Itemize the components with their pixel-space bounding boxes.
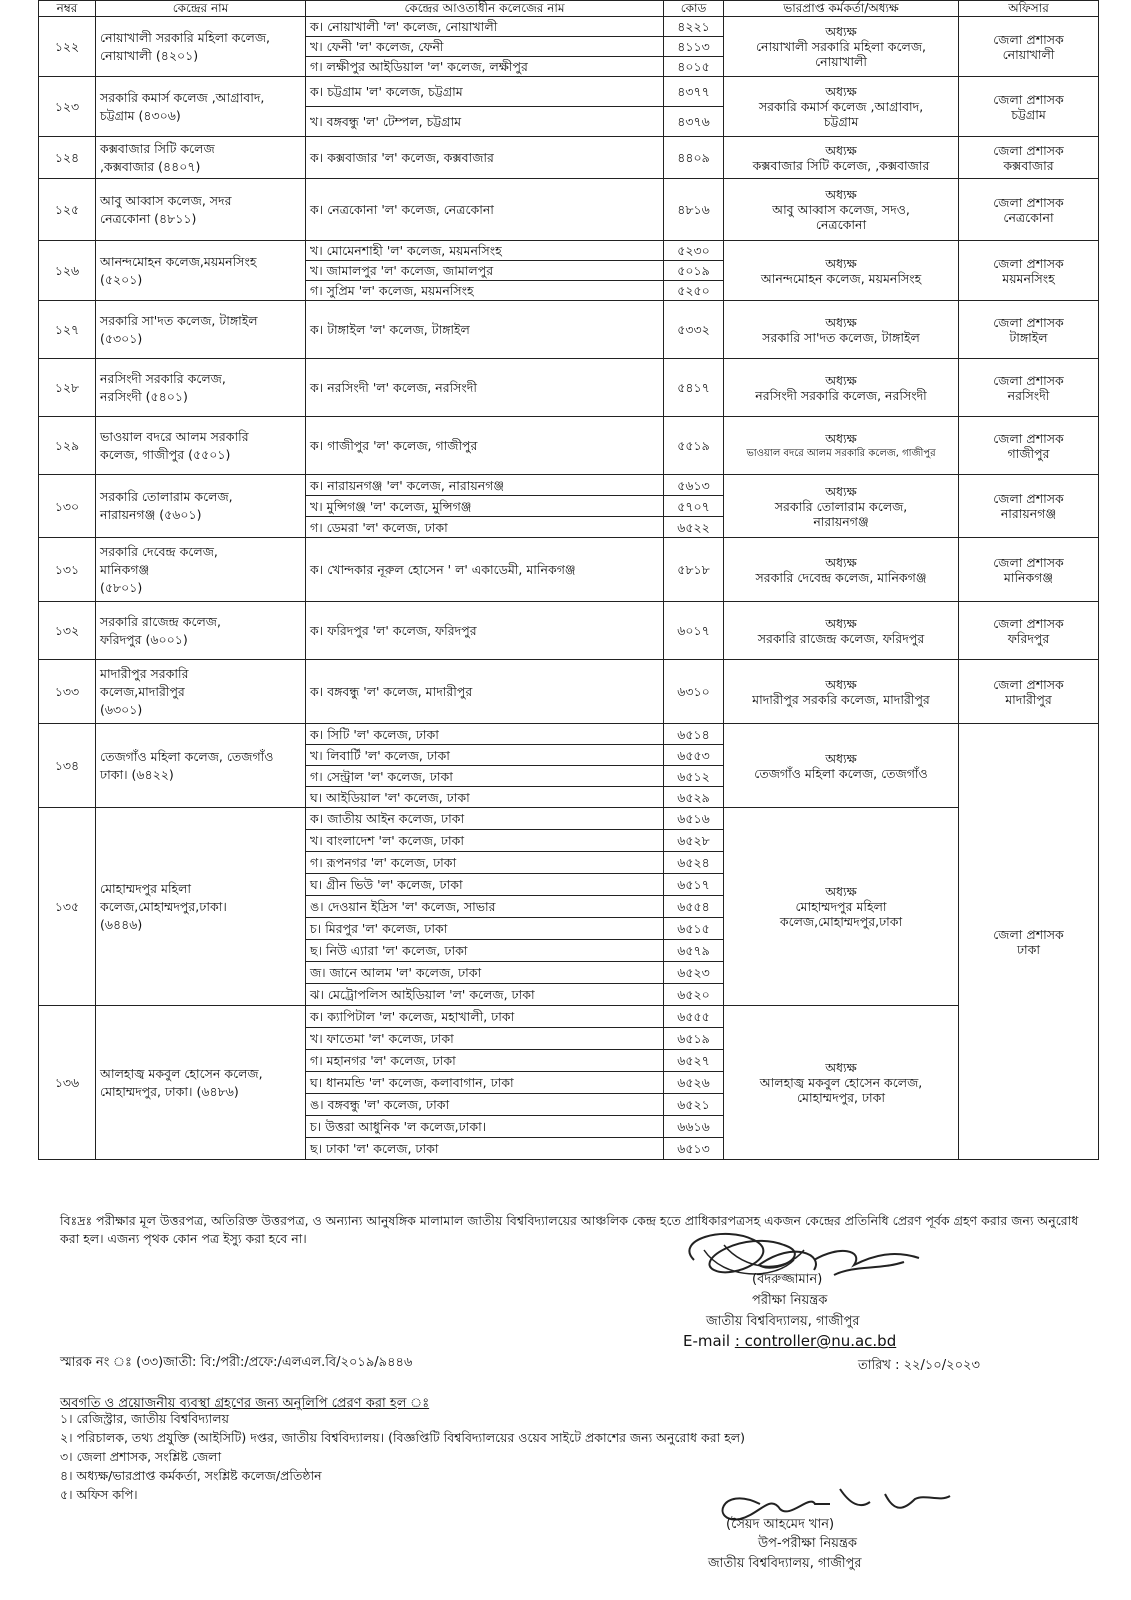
college-name: ঘ। আইডিয়াল 'ল' কলেজ, ঢাকা	[306, 787, 664, 808]
officer-line: চট্টগ্রাম	[823, 114, 859, 129]
college-name: ক। বঙ্গবন্ধু 'ল' কলেজ, মাদারীপুর	[306, 660, 664, 724]
exam-center-name	[96, 241, 306, 301]
officer-line: অধ্যক্ষ	[825, 142, 857, 158]
exam-center-line: নোয়াখালী (৪২০১)	[100, 47, 199, 63]
officer-line: নরসিংদী সরকারি কলেজ, নরসিংদী	[755, 387, 927, 403]
officer-line: অধ্যক্ষ	[825, 84, 857, 99]
college-code: ৬৫২২	[664, 517, 724, 538]
table-row	[39, 77, 1099, 107]
officer-line: অধ্যক্ষ	[825, 372, 857, 388]
college-code: ৬৫১৩	[664, 1138, 724, 1160]
exam-center-line: নরসিংদী (৫৪০১)	[100, 388, 188, 404]
cc-item: ৪। অধ্যক্ষ/ভারপ্রাপ্ত কর্মকর্তা, সংশ্লিষ্ট কলেজ/প্রতিষ্ঠান	[60, 1468, 322, 1483]
exam-center-name	[96, 17, 306, 77]
table-row	[39, 602, 1099, 660]
exam-center-line: সরকারি দেবেন্দ্র কলেজ,	[100, 543, 218, 559]
exam-center-line: নরসিংদী সরকারি কলেজ,	[100, 370, 226, 386]
college-name: গ। ডেমরা 'ল' কলেজ, ঢাকা	[306, 517, 664, 538]
exam-center-name	[96, 417, 306, 475]
officer-line: মোহাম্মদপুর মহিলা	[795, 899, 887, 914]
notice-text: বিঃদ্রঃ পরীক্ষার মূল উত্তরপত্র, অতিরিক্ত উত্তরপত্র, ও অন্যান্য আনুষঙ্গিক মালামাল জাতীয় বিশ্ববিদ্যালয়ের আঞ্চলিক কেন্দ্র হতে প্রাধিকারপত্রসহ একজন কেন্দ্রের প্রতিনিধি প্রেরণ পূর্বক গ্রহণ করার জন্য অনুরোধ করা হল। এজন্য পৃথক কোন পত্র ইস্যু করা হবে না।	[60, 1213, 1079, 1246]
college-name: ঘ। ধানমন্ডি 'ল' কলেজ, কলাবাগান, ঢাকা	[306, 1072, 664, 1094]
exam-center-line: আনন্দমোহন কলেজ,ময়মনসিংহ	[100, 253, 257, 269]
college-name: খ। মোমেনশাহী 'ল' কলেজ, ময়মনসিংহ	[306, 241, 664, 261]
college-name: গ। সেন্ট্রাল 'ল' কলেজ, ঢাকা	[306, 766, 664, 787]
serial-number: ১৩২	[39, 602, 96, 660]
dc-officer	[959, 77, 1099, 137]
dc-line: নেত্রকোনা	[1003, 209, 1054, 225]
dc-line: মানিকগঞ্জ	[1003, 569, 1054, 585]
college-code: ৬৬১৬	[664, 1116, 724, 1138]
college-code: ৬৫৫৪	[664, 896, 724, 918]
exam-center-line: ,কক্সবাজার (৪৪০৭)	[100, 158, 201, 174]
officer-line: সরকারি রাজেন্দ্র কলেজ, ফরিদপুর	[757, 630, 925, 646]
signatory-deputy-title: উপ-পরীক্ষা নিয়ন্ত্রক	[758, 1536, 858, 1551]
exam-center-line: চট্টগ্রাম (৪৩০৬)	[100, 107, 181, 123]
college-name: ক। টাঙ্গাইল 'ল' কলেজ, টাঙ্গাইল	[306, 301, 664, 359]
college-name: খ। লিবার্টি 'ল' কলেজ, ঢাকা	[306, 745, 664, 766]
dc-officer	[959, 602, 1099, 660]
officer-line: অধ্যক্ষ	[825, 615, 857, 631]
exam-center-line: সরকারি রাজেন্দ্র কলেজ,	[100, 613, 221, 629]
exam-center-line: আবু আব্বাস কলেজ, সদর	[100, 192, 232, 208]
signatory-controller-email	[683, 1332, 896, 1350]
exam-center-line: সরকারি কমার্স কলেজ ,আগ্রাবাদ,	[100, 89, 265, 105]
officer-in-charge	[724, 77, 959, 137]
exam-center-line: কলেজ,মাদারীপুর	[100, 683, 185, 699]
cc-heading: অবগতি ও প্রয়োজনীয় ব্যবস্থা গ্রহণের জন্য অনুলিপি প্রেরণ করা হল ঃ	[60, 1396, 430, 1411]
college-code: ৫৪১৭	[664, 359, 724, 417]
college-code: ৬৫২৯	[664, 787, 724, 808]
dc-officer	[959, 660, 1099, 724]
officer-line: অধ্যক্ষ	[825, 430, 857, 446]
dc-line: জেলা প্রশাসক	[993, 372, 1064, 388]
college-name: ক। নরসিংদী 'ল' কলেজ, নরসিংদী	[306, 359, 664, 417]
exam-center-line: নোয়াখালী সরকারি মহিলা কলেজ,	[100, 29, 271, 45]
table-row	[39, 724, 1099, 745]
dc-line: ঢাকা	[1016, 941, 1041, 957]
table-row	[39, 301, 1099, 359]
serial-number: ১২৭	[39, 301, 96, 359]
exam-center-name	[96, 359, 306, 417]
email-label: E-mail	[683, 1332, 731, 1350]
college-name: ক। সিটি 'ল' কলেজ, ঢাকা	[306, 724, 664, 745]
cc-item: ১। রেজিস্ট্রার, জাতীয় বিশ্ববিদ্যালয়	[60, 1411, 229, 1426]
table-row	[39, 475, 1099, 496]
dc-line: জেলা প্রশাসক	[993, 430, 1064, 446]
college-code: ৬৫২১	[664, 1094, 724, 1116]
dc-line: জেলা প্রশাসক	[993, 31, 1064, 47]
table-row	[39, 417, 1099, 475]
dc-officer	[959, 417, 1099, 475]
college-name: ক। খোন্দকার নূরুল হোসেন ' ল' একাডেমী, মানিকগঞ্জ	[306, 538, 664, 602]
exam-center-line: ঢাকা। (৬৪২২)	[100, 766, 174, 782]
signatory-controller	[752, 1270, 827, 1312]
table-row	[39, 808, 1099, 830]
college-code: ৬৫২৬	[664, 1072, 724, 1094]
exam-center-sheet	[38, 0, 1098, 1160]
officer-in-charge	[724, 724, 959, 808]
header-dc: অফিসার	[959, 1, 1099, 17]
exam-center-name	[96, 137, 306, 179]
table-row	[39, 1006, 1099, 1028]
college-code: ৫৩৩২	[664, 301, 724, 359]
college-code: ৪০১৫	[664, 57, 724, 77]
officer-line: অধ্যক্ষ	[825, 884, 857, 899]
officer-line: অধ্যক্ষ	[825, 24, 857, 39]
header-officer: ভারপ্রাপ্ত কর্মকর্তা/অধ্যক্ষ	[724, 1, 959, 17]
college-name: ঙ। বঙ্গবন্ধু 'ল' কলেজ, ঢাকা	[306, 1094, 664, 1116]
college-name: ঘ। গ্রীন ভিউ 'ল' কলেজ, ঢাকা	[306, 874, 664, 896]
college-code: ৪৮১৬	[664, 179, 724, 241]
officer-line: সরকারি সা'দত কলেজ, টাঙ্গাইল	[762, 329, 920, 345]
college-code: ৬৫১৯	[664, 1028, 724, 1050]
college-name: ঙ। দেওয়ান ইদ্রিস 'ল' কলেজ, সাভার	[306, 896, 664, 918]
dc-line: জেলা প্রশাসক	[993, 255, 1064, 271]
college-name: খ। ফেনী 'ল' কলেজ, ফেনী	[306, 37, 664, 57]
table-row	[39, 359, 1099, 417]
exam-center-line: (৫৮০১)	[100, 579, 143, 595]
officer-in-charge	[724, 137, 959, 179]
table-row	[39, 137, 1099, 179]
exam-center-line: মানিকগঞ্জ	[100, 561, 150, 577]
exam-center-line: মোহাম্মদপুর মহিলা	[100, 880, 192, 896]
dc-line: জেলা প্রশাসক	[993, 926, 1064, 942]
officer-line: ভাওয়াল বদরে আলম সরকারি কলেজ, গাজীপুর	[746, 447, 936, 459]
serial-number: ১৩৬	[39, 1006, 96, 1160]
dc-line: জেলা প্রশাসক	[993, 91, 1064, 107]
college-code: ৬৫৫৩	[664, 745, 724, 766]
officer-in-charge	[724, 359, 959, 417]
officer-line: নোয়াখালী	[815, 54, 867, 69]
officer-in-charge	[724, 660, 959, 724]
exam-center-line: কক্সবাজার সিটি কলেজ	[100, 140, 215, 156]
exam-center-name	[96, 1006, 306, 1160]
cc-list	[60, 1409, 745, 1504]
college-code: ৬৫১২	[664, 766, 724, 787]
exam-center-line: (৬৪৪৬)	[100, 916, 143, 932]
serial-number: ১৩১	[39, 538, 96, 602]
officer-line: আবু আব্বাস কলেজ, সদও,	[772, 202, 910, 217]
college-name: জ। জানে আলম 'ল' কলেজ, ঢাকা	[306, 962, 664, 984]
college-code: ৪৩৭৬	[664, 107, 724, 137]
officer-line: কক্সবাজার সিটি কলেজ, ,কক্সবাজার	[752, 157, 930, 173]
college-name: ক। ফরিদপুর 'ল' কলেজ, ফরিদপুর	[306, 602, 664, 660]
officer-line: নারায়নগঞ্জ	[813, 513, 869, 529]
dc-line: জেলা প্রশাসক	[993, 615, 1064, 631]
table-row	[39, 17, 1099, 37]
cc-item: ৫। অফিস কপি।	[60, 1487, 138, 1502]
college-name: খ। মুন্সিগঞ্জ 'ল' কলেজ, মুন্সিগঞ্জ	[306, 496, 664, 517]
dc-line: ফরিদপুর	[1007, 630, 1050, 646]
serial-number: ১২২	[39, 17, 96, 77]
serial-number: ১২৮	[39, 359, 96, 417]
college-code: ৬৫২৪	[664, 852, 724, 874]
dc-officer-dhaka	[959, 724, 1099, 1160]
officer-line: নোয়াখালী সরকারি মহিলা কলেজ,	[755, 39, 926, 54]
college-code: ৪১১৩	[664, 37, 724, 57]
exam-center-line: কলেজ,মোহাম্মদপুর,ঢাকা।	[100, 898, 227, 914]
signatory-deputy-org: জাতীয় বিশ্ববিদ্যালয়, গাজীপুর	[708, 1556, 862, 1571]
dc-officer	[959, 179, 1099, 241]
officer-line: অধ্যক্ষ	[825, 187, 857, 202]
officer-line: অধ্যক্ষ	[825, 554, 857, 570]
exam-center-line: মোহাম্মদপুর, ঢাকা। (৬৪৮৬)	[100, 1083, 239, 1099]
college-code: ৬৫২৮	[664, 830, 724, 852]
dc-line: নারায়নগঞ্জ	[1000, 506, 1057, 521]
dc-line: ময়মনসিংহ	[1002, 270, 1055, 286]
college-code: ৬৫২৭	[664, 1050, 724, 1072]
college-name: ক। নেত্রকোনা 'ল' কলেজ, নেত্রকোনা	[306, 179, 664, 241]
dc-line: মাদারীপুর	[1005, 691, 1052, 707]
college-name: খ। বঙ্গবন্ধু 'ল' টেম্পল, চট্টগ্রাম	[306, 107, 664, 137]
college-code: ৫২৫০	[664, 281, 724, 301]
dc-officer	[959, 241, 1099, 301]
exam-center-line: নারায়নগঞ্জ (৫৬০১)	[100, 507, 202, 522]
dc-line: নরসিংদী	[1007, 387, 1050, 403]
signatory-controller-name: (বদরুজ্জামান)	[752, 1272, 823, 1287]
college-name: খ। ফাতেমা 'ল' কলেজ, ঢাকা	[306, 1028, 664, 1050]
college-name: চ। উত্তরা আধুনিক 'ল কলেজ,ঢাকা।	[306, 1116, 664, 1138]
officer-line: অধ্যক্ষ	[825, 314, 857, 330]
dc-officer	[959, 475, 1099, 538]
college-code: ৪৩৭৭	[664, 77, 724, 107]
memo-date: তারিখ : ২২/১০/২০২৩	[858, 1358, 980, 1373]
officer-in-charge	[724, 602, 959, 660]
officer-line: কলেজ,মোহাম্মদপুর,ঢাকা	[779, 914, 903, 929]
officer-line: নেত্রকোনা	[815, 217, 867, 232]
officer-line: সরকারি কমার্স কলেজ ,আগ্রাবাদ,	[758, 99, 924, 114]
header-college-name: কেন্দ্রের আওতাধীন কলেজের নাম	[306, 1, 664, 17]
officer-in-charge	[724, 475, 959, 538]
exam-center-line: (৫২০১)	[100, 271, 143, 287]
table-row	[39, 538, 1099, 602]
exam-center-name	[96, 179, 306, 241]
college-name: ক। চট্টগ্রাম 'ল' কলেজ, চট্টগ্রাম	[306, 77, 664, 107]
serial-number: ১২৩	[39, 77, 96, 137]
college-name: গ। রূপনগর 'ল' কলেজ, ঢাকা	[306, 852, 664, 874]
college-code: ৬৫৭৯	[664, 940, 724, 962]
officer-in-charge	[724, 301, 959, 359]
cc-item: ৩। জেলা প্রশাসক, সংশ্লিষ্ট জেলা	[60, 1449, 222, 1464]
college-code: ৫০১৯	[664, 261, 724, 281]
college-code: ৬০১৭	[664, 602, 724, 660]
dc-officer	[959, 538, 1099, 602]
officer-line: সরকারি দেবেন্দ্র কলেজ, মানিকগঞ্জ	[755, 569, 927, 585]
college-code: ৬৩১০	[664, 660, 724, 724]
officer-line: অধ্যক্ষ	[825, 483, 857, 499]
table-row	[39, 660, 1099, 724]
exam-center-line: নেত্রকোনা (৪৮১১)	[100, 210, 197, 226]
exam-center-name	[96, 77, 306, 137]
college-code: ৫৭০৭	[664, 496, 724, 517]
officer-in-charge	[724, 808, 959, 1006]
officer-line: তেজগাঁও মহিলা কলেজ, তেজগাঁও	[754, 765, 928, 781]
exam-center-name	[96, 602, 306, 660]
exam-center-name	[96, 538, 306, 602]
dc-line: চট্টগ্রাম	[1011, 106, 1046, 122]
college-name: গ। লক্ষীপুর আইডিয়াল 'ল' কলেজ, লক্ষীপুর	[306, 57, 664, 77]
college-code: ৬৫১৫	[664, 918, 724, 940]
college-code: ৬৫২০	[664, 984, 724, 1006]
exam-center-name	[96, 808, 306, 1006]
table-body	[39, 17, 1099, 1160]
table-row	[39, 179, 1099, 241]
college-name: চ। মিরপুর 'ল' কলেজ, ঢাকা	[306, 918, 664, 940]
dc-line: গাজীপুর	[1007, 445, 1050, 461]
header-center-name: কেন্দ্রের নাম	[96, 1, 306, 17]
officer-in-charge	[724, 241, 959, 301]
officer-in-charge	[724, 1006, 959, 1160]
exam-center-line: ফরিদপুর (৬০০১)	[100, 631, 188, 647]
college-name: ক। জাতীয় আইন কলেজ, ঢাকা	[306, 808, 664, 830]
exam-center-line: তেজগাঁও মহিলা কলেজ, তেজগাঁও	[100, 748, 274, 764]
dc-officer	[959, 359, 1099, 417]
exam-center-line: (৫৩০১)	[100, 330, 143, 346]
signatory-controller-org: জাতীয় বিশ্ববিদ্যালয়, গাজীপুর	[706, 1314, 860, 1329]
dc-officer	[959, 137, 1099, 179]
dc-line: টাঙ্গাইল	[1009, 329, 1048, 345]
dc-line: জেলা প্রশাসক	[993, 314, 1064, 330]
serial-number: ১৩৪	[39, 724, 96, 808]
exam-center-line: ভাওয়াল বদরে আলম সরকারি	[100, 428, 249, 444]
exam-center-name	[96, 724, 306, 808]
college-code: ৬৫১৭	[664, 874, 724, 896]
dc-line: জেলা প্রশাসক	[993, 142, 1064, 158]
exam-center-table	[38, 0, 1099, 1160]
serial-number: ১৩৫	[39, 808, 96, 1006]
memo-number: স্মারক নং ঃ (৩৩)জাতী: বি:/পরী:/প্রফে:/এলএল.বি/২০১৯/৯৪৪৬	[60, 1355, 413, 1370]
exam-center-line: (৬৩০১)	[100, 701, 143, 717]
dc-officer	[959, 301, 1099, 359]
exam-center-line: আলহাজ্ব মকবুল হোসেন কলেজ,	[100, 1065, 263, 1081]
dc-line: নোয়াখালী	[1002, 46, 1055, 62]
college-code: ৬৫১৪	[664, 724, 724, 745]
college-code: ৫৬১৩	[664, 475, 724, 496]
college-code: ৫৮১৮	[664, 538, 724, 602]
exam-center-line: মাদারীপুর সরকারি	[100, 665, 189, 681]
serial-number: ১৩০	[39, 475, 96, 538]
college-code: ৬৫১৬	[664, 808, 724, 830]
college-name: গ। সুপ্রিম 'ল' কলেজ, ময়মনসিংহ	[306, 281, 664, 301]
dc-officer	[959, 17, 1099, 77]
serial-number: ১২৯	[39, 417, 96, 475]
officer-line: মোহাম্মদপুর, ঢাকা	[796, 1090, 886, 1105]
college-name: ছ। ঢাকা 'ল' কলেজ, ঢাকা	[306, 1138, 664, 1160]
signatory-controller-title: পরীক্ষা নিয়ন্ত্রক	[752, 1293, 828, 1308]
dc-line: জেলা প্রশাসক	[993, 554, 1064, 570]
college-name: খ। জামালপুর 'ল' কলেজ, জামালপুর	[306, 261, 664, 281]
college-name: ক। নারায়নগঞ্জ 'ল' কলেজ, নারায়নগঞ্জ	[306, 475, 664, 496]
signatory-deputy-name: (সৈয়দ আহমেদ খান)	[726, 1517, 835, 1532]
college-name: খ। বাংলাদেশ 'ল' কলেজ, ঢাকা	[306, 830, 664, 852]
college-name: ঝ। মেট্রোপলিস আইডিয়াল 'ল' কলেজ, ঢাকা	[306, 984, 664, 1006]
cc-item: ২। পরিচালক, তথ্য প্রযুক্তি (আইসিটি) দপ্তর, জাতীয় বিশ্ববিদ্যালয়। (বিজ্ঞপ্তিটি বিশ্ববিদ্যালয়ের ওয়েব সাইটে প্রকাশের জন্য অনুরোধ করা হল)	[60, 1430, 745, 1445]
college-name: ক। কক্সবাজার 'ল' কলেজ, কক্সবাজার	[306, 137, 664, 179]
college-code: ৪২২১	[664, 17, 724, 37]
table-row	[39, 241, 1099, 261]
college-name: ক। নোয়াখালী 'ল' কলেজ, নোয়াখালী	[306, 17, 664, 37]
college-code: ৪৪০৯	[664, 137, 724, 179]
college-code: ৬৫২৩	[664, 962, 724, 984]
dc-line: জেলা প্রশাসক	[993, 676, 1064, 692]
college-name: গ। মহানগর 'ল' কলেজ, ঢাকা	[306, 1050, 664, 1072]
officer-line: আলহাজ্ব মকবুল হোসেন কলেজ,	[759, 1075, 923, 1090]
serial-number: ১২৬	[39, 241, 96, 301]
officer-line: অধ্যক্ষ	[825, 676, 857, 692]
officer-in-charge	[724, 17, 959, 77]
college-name: ক। ক্যাপিটাল 'ল' কলেজ, মহাখালী, ঢাকা	[306, 1006, 664, 1028]
officer-line: অধ্যক্ষ	[825, 255, 857, 271]
exam-center-name	[96, 475, 306, 538]
college-name: ছ। নিউ এ্যারা 'ল' কলেজ, ঢাকা	[306, 940, 664, 962]
officer-line: সরকারি তোলারাম কলেজ,	[774, 498, 908, 514]
header-number: নম্বর	[39, 1, 96, 17]
exam-center-name	[96, 301, 306, 359]
exam-center-line: কলেজ, গাজীপুর (৫৫০১)	[100, 446, 231, 462]
officer-line: আনন্দমোহন কলেজ, ময়মনসিংহ	[760, 270, 922, 286]
exam-center-line: সরকারি তোলারাম কলেজ,	[100, 489, 233, 504]
serial-number: ১২৫	[39, 179, 96, 241]
officer-in-charge	[724, 417, 959, 475]
serial-number: ১২৪	[39, 137, 96, 179]
college-code: ৬৫৫৫	[664, 1006, 724, 1028]
officer-in-charge	[724, 538, 959, 602]
dc-line: জেলা প্রশাসক	[993, 194, 1064, 210]
table-header-row	[39, 1, 1099, 17]
header-code: কোড	[664, 1, 724, 17]
dc-line: কক্সবাজার	[1003, 157, 1054, 173]
college-name: ক। গাজীপুর 'ল' কলেজ, গাজীপুর	[306, 417, 664, 475]
officer-line: অধ্যক্ষ	[825, 750, 857, 766]
exam-center-name	[96, 660, 306, 724]
dc-line: জেলা প্রশাসক	[993, 491, 1064, 506]
officer-line: মাদারীপুর সরকরি কলেজ, মাদারীপুর	[752, 691, 930, 707]
exam-center-line: সরকারি সা'দত কলেজ, টাঙ্গাইল	[100, 312, 258, 328]
officer-in-charge	[724, 179, 959, 241]
officer-line: অধ্যক্ষ	[825, 1060, 857, 1075]
email-address: : controller@nu.ac.bd	[734, 1332, 897, 1350]
college-code: ৫২৩০	[664, 241, 724, 261]
serial-number: ১৩৩	[39, 660, 96, 724]
college-code: ৫৫১৯	[664, 417, 724, 475]
